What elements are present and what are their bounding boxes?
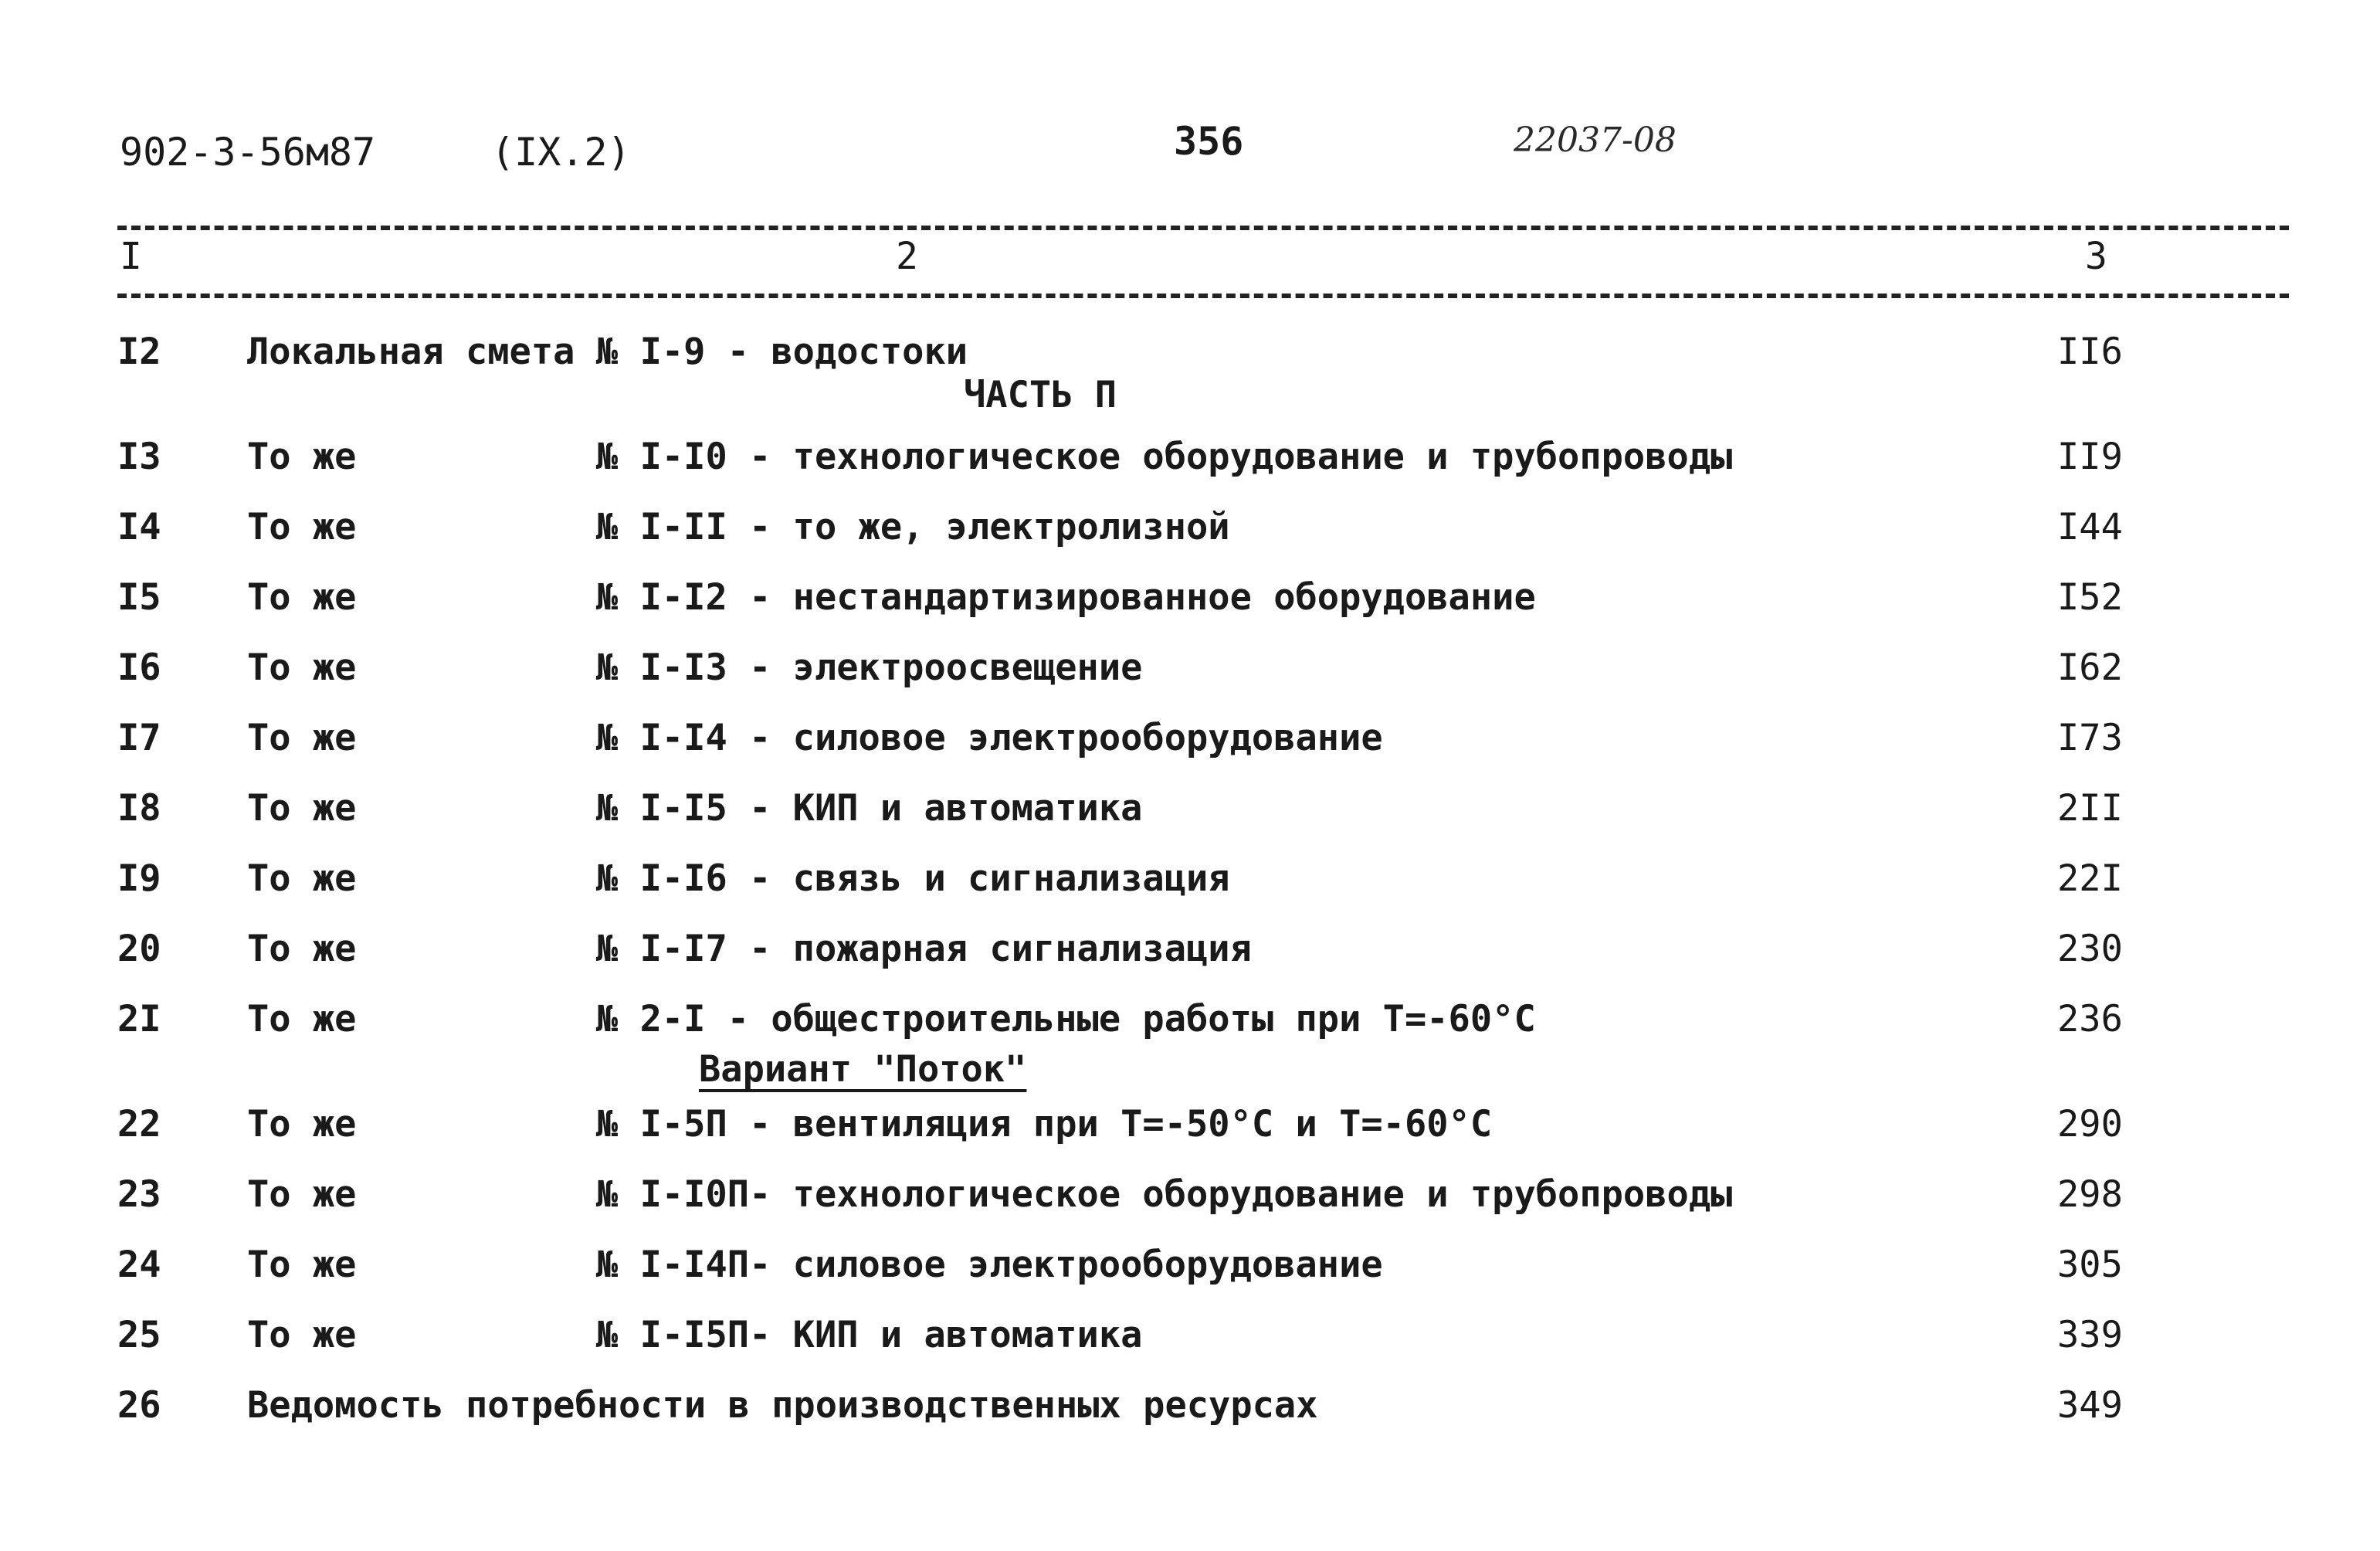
row-reference: № I-I6 - связь и сигнализация bbox=[596, 857, 1230, 900]
document-number: 22037-08 bbox=[1514, 120, 1677, 160]
table-row bbox=[0, 575, 2380, 621]
row-name: То же bbox=[247, 647, 357, 689]
row-reference: № I-I7 - пожарная сигнализация bbox=[596, 928, 1252, 970]
column-header-2: 2 bbox=[896, 235, 918, 278]
row-reference: № I-I5П- КИП и автоматика bbox=[596, 1314, 1143, 1356]
row-name: То же bbox=[247, 436, 357, 478]
top-dashed-rule bbox=[117, 226, 2289, 230]
column-header-3: 3 bbox=[2085, 235, 2107, 278]
row-page: 298 bbox=[2057, 1173, 2123, 1216]
table-row bbox=[0, 1242, 2380, 1288]
table-row bbox=[0, 1383, 2380, 1429]
row-number: I7 bbox=[117, 717, 161, 759]
row-number: I5 bbox=[117, 576, 161, 619]
row-name: То же bbox=[247, 506, 357, 548]
row-page: 230 bbox=[2057, 928, 2123, 970]
table-row bbox=[0, 996, 2380, 1043]
row-page: 22I bbox=[2057, 857, 2123, 900]
variant-heading: Вариант "Поток" bbox=[699, 1048, 1027, 1091]
row-page: I62 bbox=[2057, 647, 2123, 689]
row-number: I8 bbox=[117, 787, 161, 830]
row-page: I44 bbox=[2057, 506, 2123, 548]
row-name: Ведомость потребности в производственных ресурсах bbox=[247, 1384, 1318, 1427]
row-name: То же bbox=[247, 1103, 357, 1145]
row-name: То же bbox=[247, 857, 357, 900]
row-name: То же bbox=[247, 928, 357, 970]
row-name: То же bbox=[247, 1314, 357, 1356]
table-row bbox=[0, 786, 2380, 832]
table-row bbox=[0, 1312, 2380, 1359]
row-page: 349 bbox=[2057, 1384, 2123, 1427]
row-reference: № I-I4П- силовое электрооборудование bbox=[596, 1244, 1383, 1286]
table-row bbox=[0, 1172, 2380, 1218]
row-page: I73 bbox=[2057, 717, 2123, 759]
row-number: 25 bbox=[117, 1314, 161, 1356]
document-code: 902-3-56м87 bbox=[120, 130, 376, 175]
table-row bbox=[0, 1101, 2380, 1148]
row-number: I6 bbox=[117, 647, 161, 689]
row-number: I3 bbox=[117, 436, 161, 478]
row-name: То же bbox=[247, 998, 357, 1040]
row-name: То же bbox=[247, 1244, 357, 1286]
table-row bbox=[0, 856, 2380, 902]
header-dashed-rule bbox=[117, 294, 2289, 298]
row-number: 23 bbox=[117, 1173, 161, 1216]
row-reference: № I-I0 - технологическое оборудование и трубопроводы bbox=[596, 436, 1733, 478]
row-name: То же bbox=[247, 1173, 357, 1216]
section-label: (IX.2) bbox=[491, 130, 631, 175]
column-header-1: I bbox=[120, 235, 142, 278]
row-name: То же bbox=[247, 717, 357, 759]
row-number: 24 bbox=[117, 1244, 161, 1286]
row-reference: № I-I3 - электроосвещение bbox=[596, 647, 1143, 689]
row-reference: № I-5П - вентиляция при Т=-50°С и Т=-60°С bbox=[596, 1103, 1493, 1145]
table-row bbox=[0, 645, 2380, 691]
row-reference: № I-II - то же, электролизной bbox=[596, 506, 1230, 548]
row-page: 236 bbox=[2057, 998, 2123, 1040]
row-number: I9 bbox=[117, 857, 161, 900]
row-number: I4 bbox=[117, 506, 161, 548]
table-row bbox=[0, 434, 2380, 480]
row-name: То же bbox=[247, 576, 357, 619]
row-page: 339 bbox=[2057, 1314, 2123, 1356]
row-name: Локальная смета bbox=[247, 331, 575, 373]
row-number: 22 bbox=[117, 1103, 161, 1145]
row-page: I52 bbox=[2057, 576, 2123, 619]
part-heading: ЧАСТЬ П bbox=[964, 374, 1117, 416]
row-reference: № I-I4 - силовое электрооборудование bbox=[596, 717, 1383, 759]
row-number: 2I bbox=[117, 998, 161, 1040]
row-reference: № I-I0П- технологическое оборудование и трубопроводы bbox=[596, 1173, 1733, 1216]
row-number: 20 bbox=[117, 928, 161, 970]
row-page: 305 bbox=[2057, 1244, 2123, 1286]
row-number: 26 bbox=[117, 1384, 161, 1427]
table-row bbox=[0, 329, 2380, 375]
table-row bbox=[0, 926, 2380, 972]
row-reference: № I-I5 - КИП и автоматика bbox=[596, 787, 1143, 830]
row-reference: № I-I2 - нестандартизированное оборудование bbox=[596, 576, 1536, 619]
table-row bbox=[0, 504, 2380, 551]
row-page: II9 bbox=[2057, 436, 2123, 478]
row-number: I2 bbox=[117, 331, 161, 373]
row-page: 290 bbox=[2057, 1103, 2123, 1145]
page-number: 356 bbox=[1174, 119, 1244, 164]
table-row bbox=[0, 715, 2380, 762]
row-page: II6 bbox=[2057, 331, 2123, 373]
row-page: 2II bbox=[2057, 787, 2123, 830]
row-reference: № I-9 - водостоки bbox=[596, 331, 968, 373]
row-reference: № 2-I - общестроительные работы при Т=-60°С bbox=[596, 998, 1536, 1040]
row-name: То же bbox=[247, 787, 357, 830]
